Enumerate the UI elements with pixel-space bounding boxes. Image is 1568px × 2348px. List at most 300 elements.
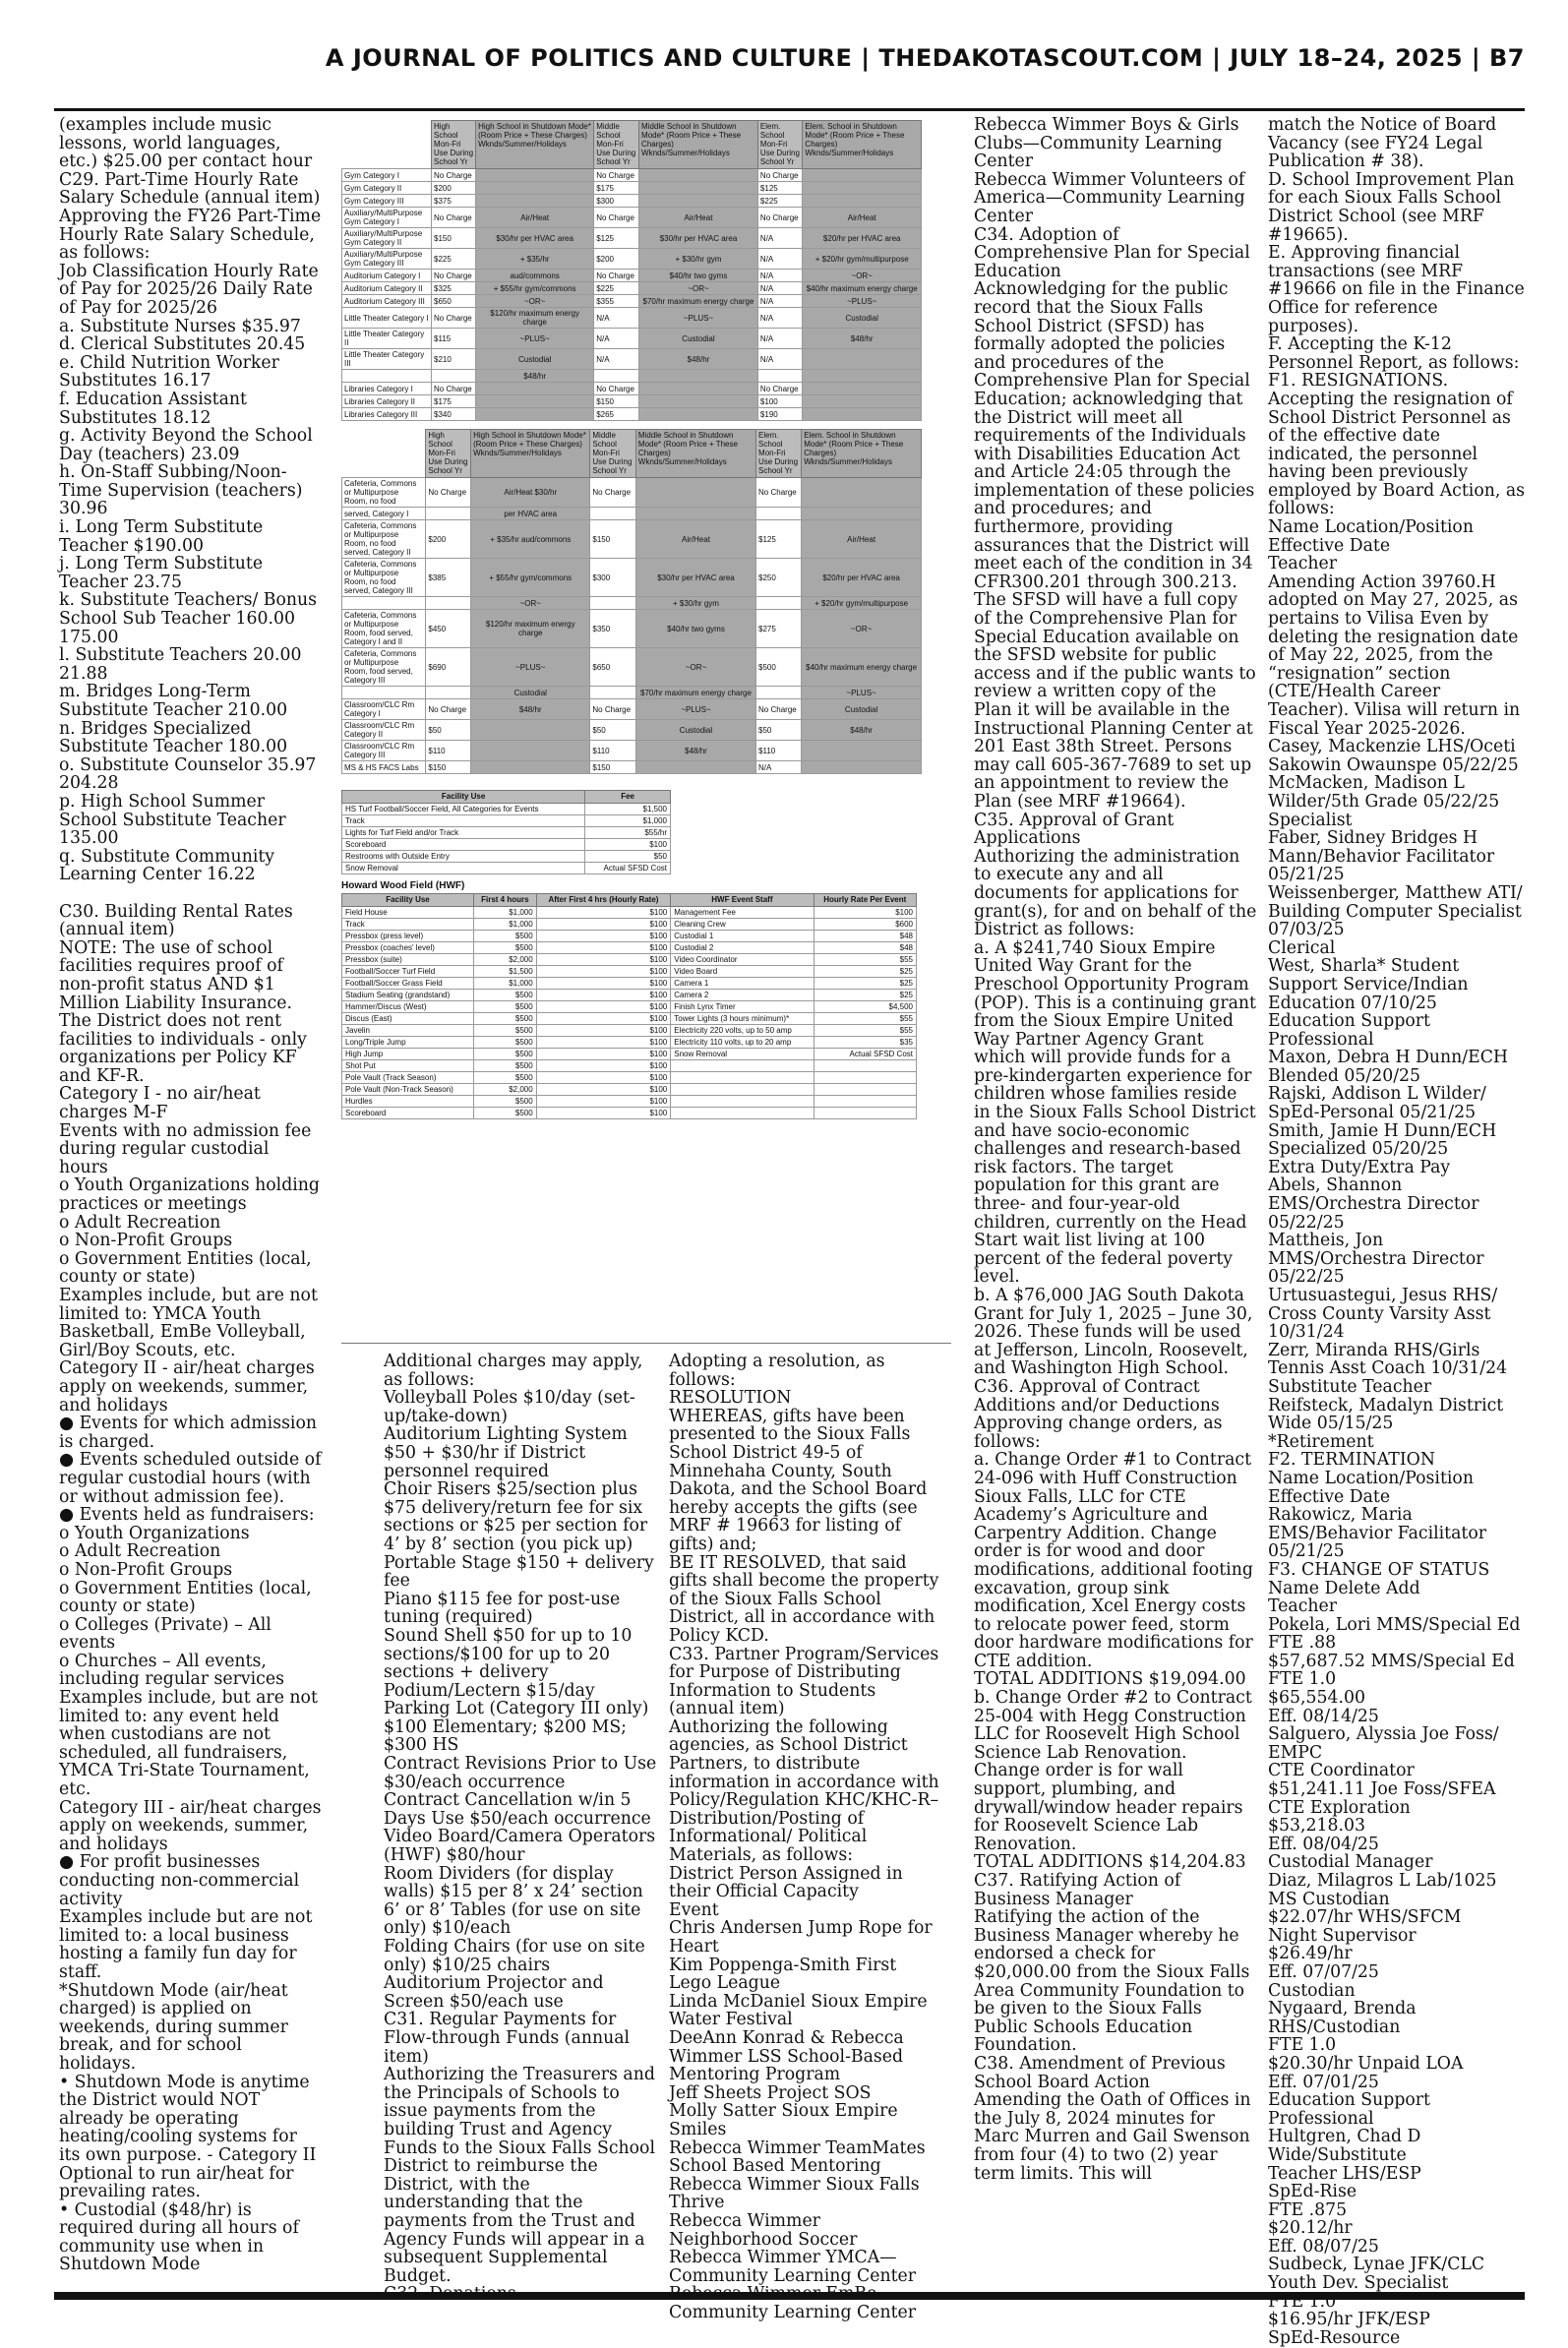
paragraph: Eff. 07/01/25 [1268, 2072, 1379, 2092]
paragraph: o Youth Organizations [59, 1523, 250, 1543]
table-cell: Pole Vault (Non-Track Season) [342, 1084, 474, 1096]
table-row [342, 815, 671, 827]
table-cell: Video Board [671, 966, 814, 978]
table-cell: $225 [757, 195, 803, 208]
table-cell: ~PLUS~ [802, 687, 922, 699]
table-cell: Custodial [476, 349, 594, 370]
table-cell [671, 1096, 814, 1108]
table-row [342, 228, 922, 249]
table-cell: $150 [594, 395, 639, 408]
paragraph: a. A $241,740 Sioux Empire United Way Grant for the Preschool Opportunity Program (POP). This is a continuing grant from the Sioux Empire United Way Partner Agency Grant which will provide funds for a pre-kindergarten experience for children whose families reside in the Sioux Falls School District and have socio-economic challenges and research-based risk factors. The target population for this grant are three- and four-year-old children, currently on the Head Start wait list living at 100 percent of the federal poverty level. [974, 937, 1256, 1288]
paragraph: Examples include, but are not limited to: any event held when custodians are not scheduled, all fundraisers, YMCA Tri-State Tournament, etc. [59, 1688, 318, 1800]
table-cell: N/A [757, 308, 803, 329]
table-cell: No Charge [432, 208, 476, 228]
table-row [342, 508, 922, 520]
footer-rule [54, 2292, 1525, 2300]
table-cell [803, 408, 922, 421]
table-cell: $40/hr maximum energy charge [802, 648, 922, 687]
table-cell: Track [342, 919, 474, 931]
paragraph: Eff. 07/07/25 [1268, 1961, 1379, 1982]
paragraph: Contract Revisions Prior to Use $30/each occurrence [384, 1754, 657, 1792]
paragraph: C36. Approval of Contract Additions and/or Deductions [974, 1376, 1220, 1415]
table-cell: Camera 1 [671, 978, 814, 990]
paragraph [59, 884, 323, 903]
table-row [342, 804, 671, 815]
table-cell [476, 182, 594, 195]
table-row [342, 907, 917, 919]
table-cell [476, 383, 594, 395]
paragraph: Parking Lot (Category III only) $100 Elementary; $200 MS; $300 HS [384, 1699, 649, 1756]
table-cell: $275 [756, 610, 802, 648]
table-cell: Custodial [639, 329, 758, 349]
table-cell: No Charge [426, 478, 471, 508]
table-row [342, 520, 922, 559]
paragraph: o Government Entities (local, county or state) [59, 1248, 312, 1288]
table-cell: Custodial 1 [671, 931, 814, 942]
paragraph: Video Board/Camera Operators (HWF) $80/hour [384, 1827, 656, 1866]
table-header: High School in Shutdown Mode* (Room Price + These Charges) Wknds/Summer/Holidays [476, 121, 594, 169]
paragraph: Category III - air/heat charges apply on weekends, summer, and holidays [59, 1797, 322, 1854]
facility-fee-table [341, 790, 671, 874]
table-header [342, 430, 426, 478]
paragraph: Approving the FY26 Part-Time Hourly Rate Salary Schedule, as follows: [59, 206, 322, 264]
table-cell: N/A [757, 270, 803, 282]
table-cell: $500 [474, 1049, 537, 1060]
table-row [342, 990, 917, 1001]
table-cell: $500 [474, 1037, 537, 1049]
table-cell: Little Theater Category I [342, 308, 432, 329]
paragraph: Piano $115 fee for post-use tuning (required) [384, 1589, 621, 1628]
table-cell [635, 508, 755, 520]
table-cell: $100 [536, 919, 671, 931]
table-cell: Actual SFSD Cost [814, 1049, 916, 1060]
table-cell: $500 [474, 990, 537, 1001]
table-cell: + $55/hr gym/commons [476, 282, 594, 295]
table-cell [471, 761, 590, 774]
table-cell: Cafeteria, Commons or Multipurpose Room, no food [342, 478, 426, 508]
table-cell: Video Coordinator [671, 954, 814, 966]
table-cell: Pole Vault (Track Season) [342, 1072, 474, 1084]
paragraph: $26.49/hr [1268, 1944, 1353, 1964]
table-cell: MS & HS FACS Labs [342, 761, 426, 774]
table-cell: ~OR~ [635, 648, 755, 687]
table-row [342, 329, 922, 349]
table-cell: $100 [585, 839, 671, 851]
table-cell: $35 [814, 1037, 916, 1049]
paragraph: Education Support Professional [1268, 1011, 1430, 1050]
table-cell: $300 [590, 559, 636, 597]
table-cell [803, 195, 922, 208]
paragraph: F3. CHANGE OF STATUS [1268, 1559, 1490, 1580]
table-cell: Gym Category III [342, 195, 432, 208]
paragraph: Reifsteck, Madalyn District Wide 05/15/25 [1268, 1395, 1504, 1434]
table-cell: $100 [536, 1072, 671, 1084]
table-cell [802, 508, 922, 520]
table-cell: Electricity 220 volts, up to 50 amp [671, 1025, 814, 1037]
table-cell: Restrooms with Outside Entry [342, 851, 585, 863]
table-cell [639, 169, 758, 182]
table-cell [639, 195, 758, 208]
table-cell: N/A [757, 295, 803, 308]
table-cell: N/A [757, 282, 803, 295]
table-cell: Cafeteria, Commons or Multipurpose Room, no food served, Category III [342, 559, 426, 597]
table-row [342, 349, 922, 370]
table-cell [426, 508, 471, 520]
table-cell: $500 [474, 1001, 537, 1013]
table-cell: $100 [536, 1060, 671, 1072]
table-cell: $125 [756, 520, 802, 559]
table-cell: $690 [426, 648, 471, 687]
paragraph: ● For profit businesses conducting non-commercial activity [59, 1852, 300, 1909]
table-cell [476, 169, 594, 182]
table-cell: $55/hr [585, 827, 671, 839]
table-cell: $100 [536, 1108, 671, 1119]
table-cell [342, 687, 426, 699]
paragraph: Urtusuastegui, Jesus RHS/ Cross County Varsity Asst 10/31/24 [1268, 1286, 1498, 1343]
paragraph: Room Dividers (for display walls) $15 per 8’ x 24’ section [384, 1863, 643, 1902]
table-row [342, 699, 922, 720]
table-cell: Auditorium Category II [342, 282, 432, 295]
paragraph: Folding Chairs (for use on site only) $10/25 chairs [384, 1937, 645, 1975]
paragraph: Weissenberger, Matthew ATI/ Building Computer Specialist 07/03/25 [1268, 882, 1523, 940]
table-cell [426, 687, 471, 699]
table-row [342, 761, 922, 774]
table-cell: $30/hr per HVAC area [476, 228, 594, 249]
table-cell: per HVAC area [471, 508, 590, 520]
table-cell [671, 1060, 814, 1072]
paragraph: Casey, Mackenzie LHS/Oceti Sakowin Owaunspe 05/22/25 [1268, 737, 1519, 775]
table-header: High School in Shutdown Mode* (Room Price + These Charges) Wknds/Summer/Holidays [471, 430, 590, 478]
table-cell: Cafeteria, Commons or Multipurpose Room, no food served, Category II [342, 520, 426, 559]
paragraph: • Shutdown Mode is anytime the District would NOT already be operating heating/cooling systems for its own purpose. - Category II Optional to run air/heat for prevailing rates. [59, 2072, 317, 2202]
table-row [342, 1060, 917, 1072]
table-header: Facility Use [342, 894, 474, 907]
table-row [342, 931, 917, 942]
table-cell [590, 508, 636, 520]
column-2 [384, 1352, 657, 2305]
table-cell: $250 [756, 559, 802, 597]
paragraph: *Retirement [1268, 1431, 1374, 1452]
paragraph: d. Clerical Substitutes 20.45 [59, 334, 306, 355]
table-cell: + $30/hr gym [635, 597, 755, 610]
paragraph: Category I - no air/heat charges M-F [59, 1084, 261, 1123]
table-row [342, 863, 671, 874]
table-cell: Shot Put [342, 1060, 474, 1072]
table-cell: $48/hr [802, 720, 922, 741]
paragraph: Category II - air/heat charges apply on weekends, summer, and holidays [59, 1358, 315, 1415]
table-cell: $125 [594, 228, 639, 249]
table-cell: Pressbox (coaches' level) [342, 942, 474, 954]
table-cell: $175 [432, 395, 476, 408]
table-cell: Lights for Turf Field and/or Track [342, 827, 585, 839]
table-cell: Auxiliary/MultiPurpose Gym Category III [342, 249, 432, 270]
paragraph: Additional charges may apply, as follows: [384, 1352, 643, 1390]
paragraph: E. Approving financial transactions (see MRF #19666 on file in the Finance Office for reference purposes). [1268, 243, 1525, 336]
table-cell: N/A [594, 308, 639, 329]
table-row [342, 1001, 917, 1013]
paragraph: o Adult Recreation [59, 1212, 221, 1233]
table-cell: $48/hr [476, 370, 594, 383]
table-cell: $500 [474, 1060, 537, 1072]
table-cell: + $20/hr gym/multipurpose [802, 597, 922, 610]
table-row [342, 249, 922, 270]
table-row [342, 308, 922, 329]
table-cell: $100 [536, 942, 671, 954]
table-row [342, 1037, 917, 1049]
table-row [342, 478, 922, 508]
table-cell: ~OR~ [803, 270, 922, 282]
table-header [342, 121, 432, 169]
table-cell [802, 761, 922, 774]
paragraph: Teacher [1268, 554, 1338, 574]
paragraph: 6’ or 8’ Tables (for use on site only) $10/each [384, 1899, 641, 1939]
table-cell: $70/hr maximum energy charge [635, 687, 755, 699]
table-cell: $100 [536, 1025, 671, 1037]
table-cell [639, 182, 758, 195]
table-cell: $1,500 [585, 804, 671, 815]
table-row [342, 741, 922, 761]
paragraph: ● Events scheduled outside of regular custodial hours (with or without admission fee). [59, 1450, 322, 1507]
table-row [342, 169, 922, 182]
table-cell: N/A [757, 329, 803, 349]
paragraph: m. Bridges Long-Term Substitute Teacher 210.00 [59, 682, 288, 720]
table-cell: No Charge [757, 383, 803, 395]
paragraph: C29. Part-Time Hourly Rate Salary Schedule (annual item) [59, 169, 321, 209]
table-header: HWF Event Staff [671, 894, 814, 907]
table-cell: $4,500 [814, 1001, 916, 1013]
table-row [342, 395, 922, 408]
paragraph: Substitute Teacher [1268, 1376, 1432, 1397]
paragraph: Adopting a resolution, as follows: [669, 1352, 885, 1390]
hwf-table [341, 893, 917, 1119]
table-cell: $650 [432, 295, 476, 308]
table-cell: $200 [432, 182, 476, 195]
table-cell [802, 741, 922, 761]
paragraph: Rebecca Wimmer EmBe—Community Learning Center [669, 2284, 917, 2322]
table-cell: $48/hr [635, 741, 755, 761]
table-cell: $30/hr per HVAC area [635, 559, 755, 597]
paragraph: j. Long Term Substitute Teacher 23.75 [59, 554, 264, 592]
page-header: A JOURNAL OF POLITICS AND CULTURE | THEDAKOTASCOUT.COM | JULY 18–24, 2025 | B7 [325, 44, 1525, 72]
table-cell: $50 [585, 851, 671, 863]
hwf-title: Howard Wood Field (HWF) [341, 880, 465, 891]
table-row [342, 559, 922, 597]
table-cell: No Charge [756, 699, 802, 720]
paragraph: Approving change orders, as follows: [974, 1414, 1223, 1452]
table-cell: $450 [426, 610, 471, 648]
table-cell: $500 [474, 1025, 537, 1037]
table-cell: Auditorium Category I [342, 270, 432, 282]
table-cell: $40/hr maximum energy charge [803, 282, 922, 295]
table-cell: No Charge [594, 383, 639, 395]
table-row [342, 648, 922, 687]
table-cell: $1,000 [474, 919, 537, 931]
table-cell: $150 [426, 761, 471, 774]
paragraph: D. School Improvement Plan for each Sioux Falls School District School (see MRF #19665). [1268, 169, 1515, 245]
paragraph: Authorizing the administration to execute any and all documents for applications for grant(s), for and on behalf of the District as follows: [974, 846, 1257, 940]
table-cell [757, 370, 803, 383]
tables-rule [341, 1343, 951, 1344]
table-cell: Little Theater Category III [342, 349, 432, 370]
table-cell: $600 [814, 919, 916, 931]
paragraph: F2. TERMINATION [1268, 1450, 1435, 1471]
table-header: Fee [585, 791, 671, 804]
table-cell: Libraries Category III [342, 408, 432, 421]
table-cell [803, 383, 922, 395]
table-cell: $1,000 [474, 907, 537, 919]
paragraph: Education Support Professional [1268, 2090, 1430, 2129]
table-cell: Pressbox (suite) [342, 954, 474, 966]
table-cell [814, 1096, 916, 1108]
paragraph: Auditorium Projector and Screen $50/each use [384, 1973, 604, 2012]
paragraph: C37. Ratifying Action of Business Manager [974, 1871, 1181, 1909]
table-cell [635, 478, 755, 508]
paragraph: Rakowicz, Maria EMS/Behavior Facilitator 05/21/25 [1268, 1505, 1487, 1562]
table-cell: $100 [536, 1084, 671, 1096]
paragraph: Night Supervisor [1268, 1925, 1417, 1946]
paragraph: *Shutdown Mode (air/heat charged) is applied on weekends, during summer break, and for school holidays. [59, 1980, 288, 2074]
table-cell: Cleaning Crew [671, 919, 814, 931]
table-cell: Air/Heat [802, 520, 922, 559]
paragraph: Name Delete Add [1268, 1578, 1420, 1598]
table-cell: $340 [432, 408, 476, 421]
table-row [342, 1108, 917, 1119]
table-cell: $2,000 [474, 954, 537, 966]
paragraph: West, Sharla* Student Support Service/Indian Education 07/10/25 [1268, 956, 1469, 1013]
table-row [342, 839, 671, 851]
paragraph: FTE 1.0 [1268, 2035, 1337, 2056]
table-cell [814, 1072, 916, 1084]
table-cell: Scoreboard [342, 839, 585, 851]
paragraph: SpEd-Rise [1268, 2182, 1357, 2202]
table-cell [471, 741, 590, 761]
paragraph: o. Substitute Counselor 35.97 204.28 [59, 754, 317, 794]
table-cell [802, 478, 922, 508]
table-cell: + $35/hr aud/commons [471, 520, 590, 559]
table-cell: Custodial [635, 720, 755, 741]
paragraph: RESOLUTION [669, 1388, 792, 1409]
table-cell [803, 395, 922, 408]
table-cell: $30/hr per HVAC area [639, 228, 758, 249]
paragraph: a. Substitute Nurses $35.97 [59, 316, 301, 336]
table-cell: Gym Category I [342, 169, 432, 182]
paragraph: C32. Donations [384, 2284, 516, 2305]
table-cell: No Charge [590, 478, 636, 508]
table-cell: Camera 2 [671, 990, 814, 1001]
column-5 [1268, 115, 1526, 2348]
paragraph: Job Classification Hourly Rate of Pay for 2025/26 Daily Rate of Pay for 2025/26 [59, 261, 319, 318]
paragraph: Mattheis, Jon MMS/Orchestra Director 05/22/25 [1268, 1231, 1484, 1288]
table-cell: No Charge [432, 308, 476, 329]
table-cell [814, 1108, 916, 1119]
table-cell [639, 408, 758, 421]
paragraph: Sudbeck, Lynae JFK/CLC [1268, 2255, 1485, 2275]
table-cell [671, 1072, 814, 1084]
paragraph: Eff. 08/14/25 [1268, 1706, 1379, 1726]
table-row [342, 827, 671, 839]
paragraph: Chris Andersen Jump Rope for Heart [669, 1918, 933, 1957]
table-cell [476, 395, 594, 408]
paragraph: Portable Stage $150 + delivery fee [384, 1552, 654, 1592]
rate-tables [341, 120, 951, 1119]
table-cell: $40/hr two gyms [635, 610, 755, 648]
table-row [342, 182, 922, 195]
table-cell: $100 [757, 395, 803, 408]
paragraph: ● Events held as fundraisers: [59, 1505, 315, 1526]
table-cell [476, 195, 594, 208]
table-cell: Field House [342, 907, 474, 919]
table-cell: No Charge [594, 208, 639, 228]
table-cell: $2,000 [474, 1084, 537, 1096]
paragraph: Smith, Jamie H Dunn/ECH Specialized 05/20/25 [1268, 1120, 1497, 1160]
table-cell: Scoreboard [342, 1108, 474, 1119]
header-rule [54, 108, 1525, 111]
table-row [342, 270, 922, 282]
table-cell: No Charge [432, 383, 476, 395]
table-cell: Actual SFSD Cost [585, 863, 671, 874]
table-cell: + $55/hr gym/commons [471, 559, 590, 597]
table-cell: ~PLUS~ [635, 699, 755, 720]
table-cell: $48/hr [471, 699, 590, 720]
building-rates-table [341, 120, 922, 421]
paragraph: Kim Poppenga-Smith First Lego League [669, 1955, 897, 1994]
paragraph: Teacher LHS/ESP [1268, 2163, 1421, 2184]
table-cell: Libraries Category II [342, 395, 432, 408]
table-row [342, 942, 917, 954]
table-cell: $100 [536, 1049, 671, 1060]
table-cell [342, 370, 432, 383]
table-cell: Custodial [803, 308, 922, 329]
table-header: Elem. School in Shutdown Mode* (Room Price + These Charges) Wknds/Summer/Holidays [802, 430, 922, 478]
paragraph: Choir Risers $25/section plus $75 delivery/return fee for six sections or $25 per section for 4’ by 8’ section (you pick up) [384, 1479, 648, 1554]
table-cell: No Charge [594, 270, 639, 282]
paragraph: b. Change Order #2 to Contract 25-004 with Hegg Construction LLC for Roosevelt High School Science Lab Renovation. Change order is for wall support, plumbing, and drywall/window header repairs for Roosevelt Science Lab Renovation. [974, 1688, 1252, 1854]
paragraph: Rebecca Wimmer Volunteers of America—Community Learning Center [974, 169, 1245, 226]
table-cell: Track [342, 815, 585, 827]
table-row [342, 370, 922, 383]
table-cell: Javelin [342, 1025, 474, 1037]
paragraph: CTE Coordinator [1268, 1761, 1415, 1781]
table-cell [756, 597, 802, 610]
table-cell: Custodial 2 [671, 942, 814, 954]
column-4 [974, 116, 1257, 2292]
paragraph: C31. Regular Payments for Flow-through Funds (annual item) [384, 2010, 631, 2067]
table-header: Elem. School Mon-Fri Use During School Yr [757, 121, 803, 169]
table-cell [432, 370, 476, 383]
paragraph: Acknowledging for the public record that the Sioux Falls School District (SFSD) has formally adopted the policies and procedures of the Comprehensive Plan for Special Education; acknowledging that the District will meet all requirements of the Individuals with Disabilities Education Act and Article 24:05 through the implementation of these policies and procedures; and furthermore, providing assurances that the District will meet each of the condition in 34 CFR300.201 through 300.213. The SFSD will have a full copy of the Comprehensive Plan for Special Education available on the SFSD website for public access and if the public wants to review a written copy of the Plan it will be available in the Instructional Planning Center at 201 East 38th Street. Persons may call 605-367-7689 to set up an appointment to review the Plan (see MRF #19664). [974, 279, 1256, 812]
table-cell: Cafeteria, Commons or Multipurpose Room, food served, Category III [342, 648, 426, 687]
table-cell: ~OR~ [802, 610, 922, 648]
table-cell: Custodial [802, 699, 922, 720]
paragraph: C35. Approval of Grant Applications [974, 810, 1175, 849]
cafeteria-rates-table [341, 429, 922, 774]
table-cell: Long/Triple Jump [342, 1037, 474, 1049]
table-cell: Cafeteria, Commons or Multipurpose Room, food served, Category I and II [342, 610, 426, 648]
table-cell: No Charge [757, 208, 803, 228]
table-cell [476, 408, 594, 421]
table-row [342, 1096, 917, 1108]
table-cell: No Charge [594, 169, 639, 182]
table-cell: N/A [757, 349, 803, 370]
paragraph: Faber, Sidney Bridges H Mann/Behavior Facilitator 05/21/25 [1268, 828, 1495, 885]
paragraph: Custodial Manager [1268, 1852, 1433, 1873]
table-cell: $200 [426, 520, 471, 559]
table-row [342, 954, 917, 966]
paragraph: o Government Entities (local, county or state) [59, 1578, 312, 1617]
table-cell: Snow Removal [342, 863, 585, 874]
paragraph: Sound Shell $50 for up to 10 sections/$100 for up to 20 sections + delivery [384, 1625, 633, 1683]
paragraph: i. Long Term Substitute Teacher $190.00 [59, 517, 264, 556]
